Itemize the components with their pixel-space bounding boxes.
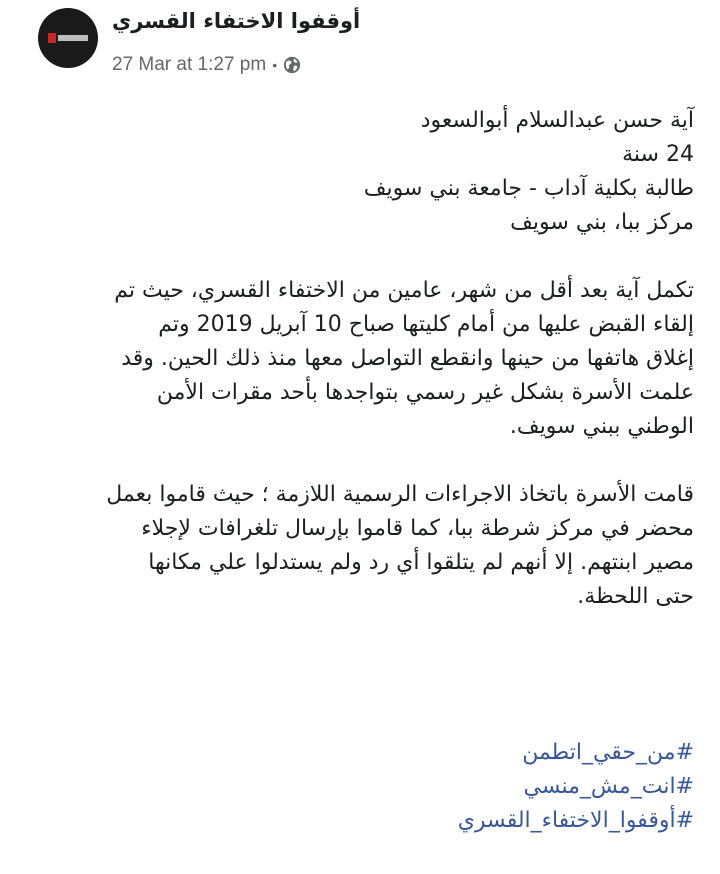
body-line: مركز ببا، بني سويف bbox=[510, 210, 694, 235]
paragraph-details bbox=[20, 274, 694, 444]
hashtag-link[interactable]: #أوقفوا_الاختفاء_القسري bbox=[457, 808, 694, 833]
meta-separator: • bbox=[272, 57, 278, 73]
page-logo bbox=[48, 33, 88, 43]
body-line: مصير ابنتهم. إلا أنهم لم يتلقوا أي رد ولم يستدلوا علي مكانها bbox=[148, 550, 694, 575]
page-avatar[interactable] bbox=[38, 8, 98, 68]
globe-icon[interactable] bbox=[283, 56, 301, 74]
body-line: 24 سنة bbox=[622, 142, 694, 167]
paragraph-family-actions bbox=[20, 478, 694, 614]
body-line: إلقاء القبض عليها من أمام كليتها صباح 10 آبريل 2019 وتم bbox=[158, 312, 694, 337]
body-line: محضر في مركز شرطة ببا، كما قاموا بإرسال تلغرافات لإجلاء bbox=[141, 516, 694, 541]
post-timestamp[interactable]: 27 Mar at 1:27 pm bbox=[112, 54, 267, 75]
body-line: حتى اللحظة. bbox=[577, 584, 694, 609]
hashtag-list bbox=[20, 736, 694, 838]
post-header bbox=[0, 0, 720, 92]
page-name-link[interactable]: أوقفوا الاختفاء القسري bbox=[112, 9, 361, 33]
body-line: تكمل آية بعد أقل من شهر، عامين من الاختفاء القسري، حيث تم bbox=[114, 278, 694, 303]
post-meta bbox=[112, 53, 301, 77]
body-line: طالبة بكلية آداب - جامعة بني سويف bbox=[363, 176, 694, 201]
paragraph-identity bbox=[20, 104, 694, 240]
body-line: علمت الأسرة بشكل غير رسمي بتواجدها بأحد مقرات الأمن bbox=[156, 380, 694, 405]
post-body bbox=[20, 104, 694, 648]
body-line: الوطني ببني سويف. bbox=[509, 414, 694, 439]
body-line: آية حسن عبدالسلام أبوالسعود bbox=[420, 108, 694, 133]
body-line: إغلاق هاتفها من حينها وانقطع التواصل معها منذ ذلك الحين. وقد bbox=[121, 346, 694, 371]
hashtag-link[interactable]: #من_حقي_اتطمن bbox=[522, 740, 694, 765]
hashtag-link[interactable]: #انت_مش_منسي bbox=[523, 774, 694, 799]
body-line: قامت الأسرة باتخاذ الاجراءات الرسمية اللازمة ؛ حيث قاموا بعمل bbox=[106, 482, 694, 507]
